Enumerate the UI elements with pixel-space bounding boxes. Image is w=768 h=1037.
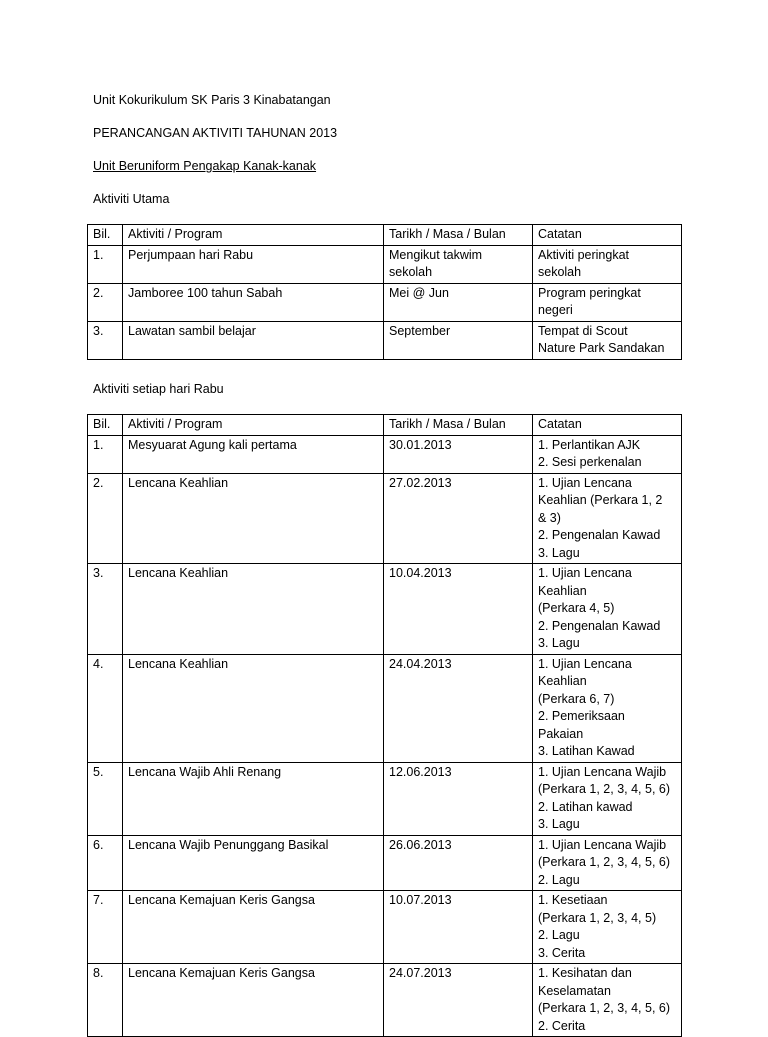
cell-catatan-line: & 3) — [538, 510, 561, 525]
cell-catatan-line: 1. Perlantikan AJK — [538, 437, 641, 452]
table-row — [88, 654, 682, 762]
cell-catatan — [533, 835, 682, 891]
header-bil: Bil. — [88, 415, 123, 436]
weekly-section-title: Aktiviti setiap hari Rabu — [93, 382, 224, 396]
cell-catatan — [533, 321, 682, 359]
header-aktiviti: Aktiviti / Program — [123, 415, 384, 436]
cell-aktiviti: Lencana Wajib Penunggang Basikal — [123, 835, 384, 891]
cell-catatan-line: 3. Lagu — [538, 545, 580, 560]
weekly-activity-table — [87, 414, 682, 1037]
cell-tarikh-line: sekolah — [389, 265, 433, 279]
cell-catatan-line: 1. Ujian Lencana Wajib — [538, 837, 667, 852]
cell-bil: 7. — [88, 891, 123, 964]
cell-catatan-line: 2. Pengenalan Kawad — [538, 528, 661, 542]
cell-catatan-line: Keahlian — [538, 583, 587, 598]
cell-catatan — [533, 964, 682, 1037]
cell-catatan-line: (Perkara 1, 2, 3, 4, 5, 6) — [538, 855, 671, 869]
cell-catatan-line: (Perkara 6, 7) — [538, 691, 615, 706]
table-header-row — [88, 225, 682, 246]
cell-aktiviti: Lawatan sambil belajar — [123, 321, 384, 359]
table-row — [88, 435, 682, 473]
cell-tarikh: 26.06.2013 — [384, 835, 533, 891]
cell-catatan-line: 3. Cerita — [538, 945, 586, 960]
table-row — [88, 835, 682, 891]
cell-bil: 5. — [88, 762, 123, 835]
cell-bil: 6. — [88, 835, 123, 891]
table-row — [88, 245, 682, 283]
cell-tarikh: 24.04.2013 — [384, 654, 533, 762]
table-row — [88, 762, 682, 835]
cell-catatan-line: Pakaian — [538, 726, 584, 741]
header-catatan: Catatan — [533, 415, 682, 436]
table-row — [88, 283, 682, 321]
cell-bil: 1. — [88, 245, 123, 283]
main-section-title: Aktiviti Utama — [93, 192, 170, 206]
cell-tarikh — [384, 321, 533, 359]
unit-title: Unit Kokurikulum SK Paris 3 Kinabatangan — [93, 93, 331, 107]
main-activity-table — [87, 224, 682, 360]
cell-tarikh: 27.02.2013 — [384, 473, 533, 564]
cell-catatan-line: Keahlian (Perkara 1, 2 — [538, 493, 663, 507]
cell-catatan-line: 3. Lagu — [538, 636, 580, 650]
table-row — [88, 891, 682, 964]
cell-catatan — [533, 762, 682, 835]
table-header-row — [88, 415, 682, 436]
cell-catatan-line: 2. Lagu — [538, 928, 580, 942]
cell-catatan-line: 1. Ujian Lencana Wajib — [538, 764, 667, 779]
plan-title: PERANCANGAN AKTIVITI TAHUNAN 2013 — [93, 126, 338, 140]
cell-catatan-line: (Perkara 1, 2, 3, 4, 5, 6) — [538, 782, 671, 796]
cell-catatan-line: 2. Pemeriksaan — [538, 709, 625, 723]
cell-catatan-line: 1. Ujian Lencana — [538, 656, 632, 671]
cell-bil: 8. — [88, 964, 123, 1037]
cell-catatan-line: sekolah — [538, 265, 582, 279]
cell-catatan — [533, 473, 682, 564]
cell-aktiviti: Mesyuarat Agung kali pertama — [123, 435, 384, 473]
cell-catatan — [533, 564, 682, 655]
cell-bil: 3. — [88, 321, 123, 359]
cell-tarikh: 10.04.2013 — [384, 564, 533, 655]
header-aktiviti: Aktiviti / Program — [123, 225, 384, 246]
cell-catatan — [533, 245, 682, 283]
cell-aktiviti: Lencana Kemajuan Keris Gangsa — [123, 891, 384, 964]
cell-aktiviti: Lencana Wajib Ahli Renang — [123, 762, 384, 835]
cell-catatan-line: (Perkara 4, 5) — [538, 601, 615, 615]
header-catatan: Catatan — [533, 225, 682, 246]
table-row — [88, 964, 682, 1037]
table-row — [88, 564, 682, 655]
cell-tarikh-line: Mengikut takwim — [389, 247, 483, 262]
cell-aktiviti: Jamboree 100 tahun Sabah — [123, 283, 384, 321]
cell-catatan-line: negeri — [538, 303, 573, 317]
cell-aktiviti: Lencana Keahlian — [123, 654, 384, 762]
cell-tarikh — [384, 283, 533, 321]
cell-catatan-line: Aktiviti peringkat — [538, 247, 630, 262]
header-tarikh: Tarikh / Masa / Bulan — [384, 225, 533, 246]
cell-catatan-line: Keahlian — [538, 674, 587, 688]
cell-catatan — [533, 891, 682, 964]
cell-catatan-line: (Perkara 1, 2, 3, 4, 5, 6) — [538, 1001, 671, 1015]
cell-aktiviti: Perjumpaan hari Rabu — [123, 245, 384, 283]
table-row — [88, 473, 682, 564]
cell-catatan — [533, 435, 682, 473]
cell-aktiviti: Lencana Kemajuan Keris Gangsa — [123, 964, 384, 1037]
cell-catatan-line: (Perkara 1, 2, 3, 4, 5) — [538, 910, 657, 925]
cell-catatan — [533, 283, 682, 321]
cell-aktiviti: Lencana Keahlian — [123, 473, 384, 564]
cell-tarikh-line: September — [389, 323, 451, 338]
cell-bil: 4. — [88, 654, 123, 762]
cell-bil: 2. — [88, 473, 123, 564]
cell-catatan-line: 1. Ujian Lencana — [538, 475, 632, 490]
cell-tarikh: 24.07.2013 — [384, 964, 533, 1037]
table-row — [88, 321, 682, 359]
cell-tarikh — [384, 245, 533, 283]
cell-bil: 1. — [88, 435, 123, 473]
cell-catatan-line: 2. Pengenalan Kawad — [538, 618, 661, 633]
cell-catatan — [533, 654, 682, 762]
cell-catatan-line: Tempat di Scout — [538, 323, 628, 338]
header-bil: Bil. — [88, 225, 123, 246]
cell-catatan-line: 2. Lagu — [538, 872, 580, 887]
cell-catatan-line: 2. Latihan kawad — [538, 799, 633, 814]
cell-catatan-line: 2. Cerita — [538, 1018, 586, 1033]
subunit-title: Unit Beruniform Pengakap Kanak-kanak — [93, 159, 317, 173]
cell-tarikh-line: Mei @ Jun — [389, 285, 449, 300]
cell-tarikh: 30.01.2013 — [384, 435, 533, 473]
cell-tarikh: 10.07.2013 — [384, 891, 533, 964]
cell-bil: 3. — [88, 564, 123, 655]
header-tarikh: Tarikh / Masa / Bulan — [384, 415, 533, 436]
cell-catatan-line: 2. Sesi perkenalan — [538, 455, 642, 469]
cell-tarikh: 12.06.2013 — [384, 762, 533, 835]
cell-catatan-line: 3. Latihan Kawad — [538, 744, 635, 758]
cell-bil: 2. — [88, 283, 123, 321]
cell-catatan-line: 1. Kesetiaan — [538, 893, 608, 907]
cell-catatan-line: 1. Kesihatan dan — [538, 966, 632, 980]
cell-catatan-line: Nature Park Sandakan — [538, 341, 665, 355]
cell-catatan-line: 1. Ujian Lencana — [538, 566, 632, 580]
cell-catatan-line: Program peringkat — [538, 285, 641, 300]
cell-aktiviti: Lencana Keahlian — [123, 564, 384, 655]
cell-catatan-line: Keselamatan — [538, 983, 611, 998]
cell-catatan-line: 3. Lagu — [538, 817, 580, 831]
